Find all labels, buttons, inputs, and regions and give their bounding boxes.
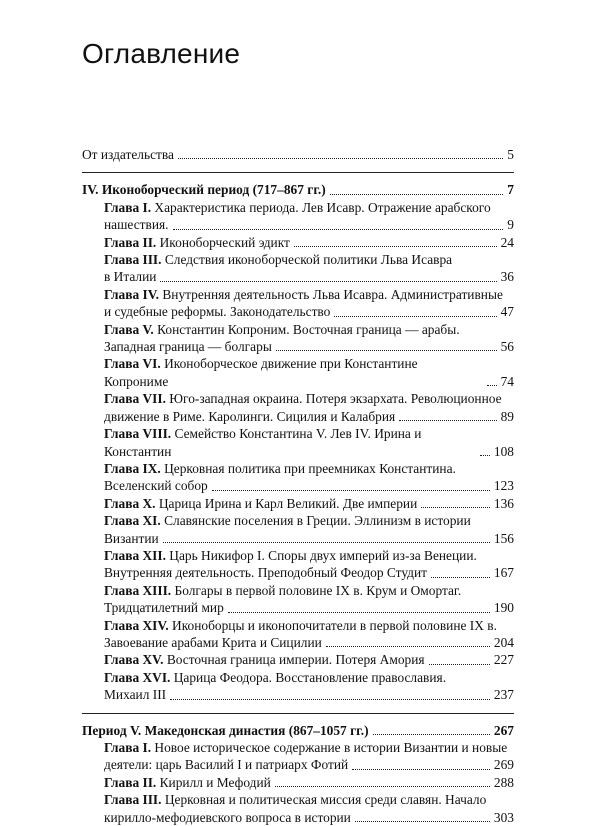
toc-chapter[interactable] bbox=[82, 547, 514, 582]
page-number: 156 bbox=[493, 530, 514, 546]
chapter-title-line1: Внутренняя деятельность Льва Исавра. Административные bbox=[162, 286, 503, 302]
toc-chapter[interactable] bbox=[82, 390, 514, 425]
chapter-title: Царица Ирина и Карл Великий. Две империи bbox=[158, 495, 418, 511]
dot-leader bbox=[170, 699, 490, 700]
dot-leader bbox=[487, 385, 497, 386]
toc-chapter[interactable] bbox=[82, 617, 514, 652]
chapter-title-line2: Внутренняя деятельность. Преподобный Феодор Студит bbox=[104, 565, 428, 581]
chapter-title-line2: движение в Риме. Каролинги. Сицилия и Калабрия bbox=[104, 408, 396, 424]
dot-leader bbox=[480, 455, 490, 456]
chapter-label: Глава IV. bbox=[104, 286, 159, 302]
chapter-title-line1: Иконоборцы и иконопочитатели в первой половине IX в. bbox=[172, 617, 497, 633]
toc-chapter[interactable] bbox=[82, 651, 514, 668]
dot-leader bbox=[228, 612, 490, 613]
chapter-label: Глава XIV. bbox=[104, 617, 169, 633]
toc-chapter[interactable] bbox=[82, 425, 514, 460]
chapter-title-line1: Царь Никифор I. Споры двух империй из-за Венеции. bbox=[169, 547, 477, 563]
chapter-title-line2: Западная граница — болгары bbox=[104, 339, 272, 355]
chapter-title-line2: кирилло-мефодиевского вопроса в истории bbox=[104, 809, 351, 825]
chapter-title-line2: и судебные реформы. Законодательство bbox=[104, 304, 331, 320]
chapter-title: Семейство Константина V. Лев IV. Ирина и Константин bbox=[104, 426, 422, 459]
page-number: 190 bbox=[493, 600, 514, 616]
page-number: 89 bbox=[500, 408, 514, 424]
chapter-label: Глава I. bbox=[104, 740, 152, 755]
chapter-label: Глава VIII. bbox=[104, 426, 172, 442]
dot-leader bbox=[294, 246, 497, 247]
toc-section-1[interactable] bbox=[82, 181, 514, 198]
chapter-label: Глава XIII. bbox=[104, 582, 172, 598]
chapter-title-line2: нашествия. bbox=[104, 217, 169, 233]
page-number: 7 bbox=[507, 182, 514, 198]
page-number: 303 bbox=[493, 809, 514, 825]
dot-leader bbox=[399, 420, 496, 421]
chapter-title-line1: Славянские поселения в Греции. Эллинизм в истории bbox=[164, 513, 471, 529]
page-number: 74 bbox=[500, 373, 514, 389]
toc-chapter[interactable] bbox=[82, 512, 514, 547]
dot-leader bbox=[429, 664, 490, 665]
chapter-label: Глава VII. bbox=[104, 391, 166, 407]
toc-entry-publisher[interactable] bbox=[82, 146, 514, 163]
dot-leader bbox=[160, 281, 496, 282]
toc-chapter[interactable] bbox=[82, 669, 514, 704]
page-number: 9 bbox=[507, 217, 514, 233]
page-number: 288 bbox=[493, 774, 514, 790]
dot-leader bbox=[330, 194, 504, 195]
toc-chapter[interactable] bbox=[82, 495, 514, 512]
section-title: IV. Иконоборческий период (717–867 гг.) bbox=[82, 182, 326, 198]
chapter-title-line2: деятели: царь Василий I и патриарх Фотий bbox=[104, 757, 349, 773]
page-number: 123 bbox=[493, 478, 514, 494]
toc-chapter[interactable] bbox=[82, 321, 514, 356]
toc-section-2[interactable] bbox=[82, 722, 514, 739]
chapter-title-line2: Византии bbox=[104, 530, 159, 546]
chapter-title: Иконоборческое движение при Константине Копрониме bbox=[104, 356, 418, 389]
chapter-title-line1: Характеристика периода. Лев Исавр. Отражение арабского bbox=[154, 199, 491, 215]
chapter-label: Глава XII. bbox=[104, 547, 166, 563]
dot-leader bbox=[431, 577, 490, 578]
chapter-title-line2: в Италии bbox=[104, 269, 157, 285]
page-number: 204 bbox=[493, 634, 514, 650]
toc-chapter[interactable] bbox=[82, 774, 514, 791]
chapter-label: Глава I. bbox=[104, 199, 152, 215]
dot-leader bbox=[334, 316, 496, 317]
toc-chapter[interactable] bbox=[82, 234, 514, 251]
chapter-title-line1: Константин Копроним. Восточная граница — арабы. bbox=[157, 321, 460, 337]
dot-leader bbox=[276, 350, 497, 351]
page-title: Оглавление bbox=[82, 38, 241, 69]
dot-leader bbox=[352, 769, 490, 770]
chapter-label: Глава XI. bbox=[104, 513, 161, 529]
section-title: Период V. Македонская династия (867–1057 гг.) bbox=[82, 722, 369, 738]
dot-leader bbox=[178, 158, 503, 159]
chapter-title-line1: Новое историческое содержание в истории Византии и новые bbox=[154, 740, 508, 755]
chapter-title: Кирилл и Мефодий bbox=[159, 774, 271, 790]
toc-chapter[interactable] bbox=[82, 355, 514, 390]
page-number: 267 bbox=[493, 722, 514, 738]
toc-chapter[interactable] bbox=[82, 582, 514, 617]
chapter-title: Восточная граница империи. Потеря Амория bbox=[166, 652, 425, 668]
toc-chapter[interactable] bbox=[82, 739, 514, 774]
chapter-label: Глава II. bbox=[104, 774, 157, 790]
chapter-title-line1: Царица Феодора. Восстановление православия. bbox=[173, 669, 447, 685]
dot-leader bbox=[173, 229, 504, 230]
chapter-title: Иконоборческий эдикт bbox=[159, 234, 290, 250]
chapter-label: Глава VI. bbox=[104, 356, 161, 372]
page-number: 47 bbox=[500, 304, 514, 320]
toc-chapter[interactable] bbox=[82, 791, 514, 826]
dot-leader bbox=[163, 542, 490, 543]
dot-leader bbox=[326, 646, 490, 647]
page-number: 56 bbox=[500, 339, 514, 355]
chapter-title-line1: Болгары в первой половине IX в. Крум и Омортаг. bbox=[174, 582, 462, 598]
page-number: 136 bbox=[493, 495, 514, 511]
page-number: 5 bbox=[507, 147, 514, 162]
chapter-title-line1: Юго-западная окраина. Потеря экзархата. Революционное bbox=[169, 391, 502, 407]
page-number: 36 bbox=[500, 269, 514, 285]
page-number: 108 bbox=[493, 443, 514, 459]
page-number: 227 bbox=[493, 652, 514, 668]
page-number: 237 bbox=[493, 687, 514, 703]
chapter-label: Глава III. bbox=[104, 792, 162, 808]
dot-leader bbox=[212, 490, 490, 491]
toc-chapter[interactable] bbox=[82, 286, 514, 321]
chapter-label: Глава XVI. bbox=[104, 669, 171, 685]
chapter-label: Глава XV. bbox=[104, 652, 164, 668]
chapter-label: Глава III. bbox=[104, 252, 162, 268]
chapter-title-line2: Михаил III bbox=[104, 687, 167, 703]
dot-leader bbox=[421, 507, 490, 508]
chapter-label: Глава X. bbox=[104, 495, 156, 511]
chapter-label: Глава V. bbox=[104, 321, 154, 337]
chapter-title-line2: Тридцатилетний мир bbox=[104, 600, 224, 616]
dot-leader bbox=[275, 786, 490, 787]
dot-leader bbox=[355, 821, 490, 822]
chapter-title-line2: Завоевание арабами Крита и Сицилии bbox=[104, 634, 322, 650]
page-number: 167 bbox=[493, 565, 514, 581]
toc-chapter[interactable] bbox=[82, 251, 514, 286]
chapter-label: Глава IX. bbox=[104, 460, 161, 476]
page-number: 269 bbox=[493, 757, 514, 773]
chapter-title-line1: Следствия иконоборческой политики Льва Исавра bbox=[164, 252, 453, 268]
toc-entry-text: От издательства bbox=[82, 147, 174, 162]
toc-chapter[interactable] bbox=[82, 460, 514, 495]
dot-leader bbox=[373, 734, 490, 735]
chapter-label: Глава II. bbox=[104, 234, 157, 250]
page-number: 24 bbox=[500, 234, 514, 250]
toc-chapter[interactable] bbox=[82, 199, 514, 234]
table-of-contents bbox=[82, 146, 514, 826]
chapter-title-line1: Церковная политика при преемниках Константина. bbox=[164, 460, 456, 476]
chapter-title-line2: Вселенский собор bbox=[104, 478, 208, 494]
chapter-title-line1: Церковная и политическая миссия среди славян. Начало bbox=[164, 792, 487, 808]
